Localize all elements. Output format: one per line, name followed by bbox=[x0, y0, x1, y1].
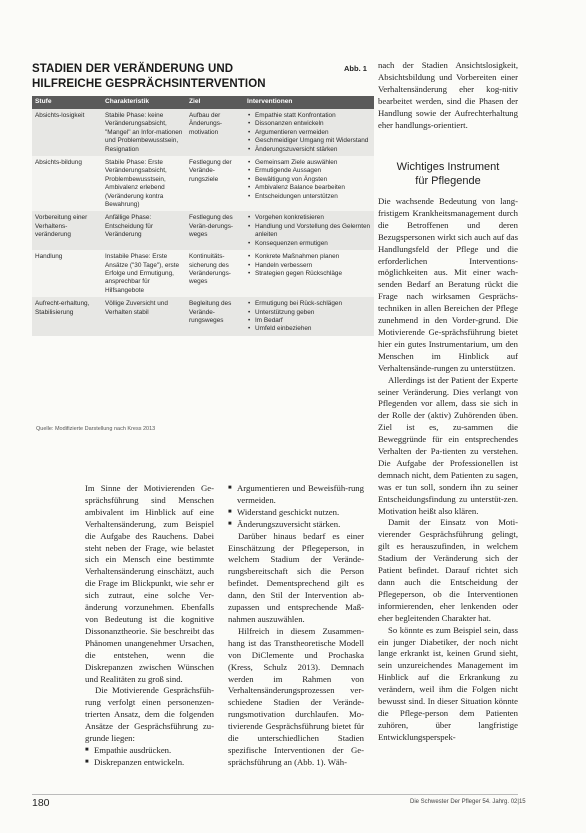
intervention-item: • Umfeld einbeziehen bbox=[247, 325, 371, 333]
table-row bbox=[32, 297, 374, 336]
list-item: ■ Änderungszuversicht stärken. bbox=[228, 519, 364, 531]
paragraph: nach der Stadien Ansichtslosigkeit, Absichtsbildung und Vorbereiten einer Verhaltensänderung eher kog-nitiv bearbeitet werden, sind die Phasen der Handlung sowie der Aufrechterhaltung eher handlungs-orientiert. bbox=[378, 60, 518, 130]
interventions-cell bbox=[244, 250, 374, 297]
list-item: ■ Widerstand geschickt nutzen. bbox=[228, 507, 364, 519]
right-column bbox=[378, 196, 518, 744]
goal-cell: Festlegung des Verän-derungs-weges bbox=[186, 211, 244, 250]
intervention-item: • Ermutigende Aussagen bbox=[247, 167, 371, 175]
interventions-list bbox=[247, 253, 371, 278]
goal-cell: Festlegung der Verände-rungsziele bbox=[186, 156, 244, 211]
intervention-item: • Konkrete Maßnahmen planen bbox=[247, 253, 371, 261]
intervention-item: • Gemeinsam Ziele auswählen bbox=[247, 159, 371, 167]
figure-label: Abb. 1 bbox=[344, 64, 367, 73]
intervention-item: • Empathie statt Konfrontation bbox=[247, 112, 371, 120]
stage-cell: Aufrecht-erhaltung, Stabilisierung bbox=[32, 297, 102, 336]
section-subheading bbox=[378, 160, 518, 188]
characteristic-cell: Anfällige Phase: Entscheidung für Veränderung bbox=[102, 211, 186, 250]
figure-title-line-2: HILFREICHE GESPRÄCHSINTERVENTION bbox=[32, 78, 266, 90]
header-goal: Ziel bbox=[186, 96, 244, 109]
interventions-list bbox=[247, 159, 371, 201]
paragraph: Damit der Einsatz von Moti-vierender Gesprächsführung gelingt, gilt es herauszufinden, in welchem Stadium der Veränderung sich der Patient befindet. Darauf richtet sich dann auch die Entscheidung der Pflegeperson, ob die Interventionen informierenden, eher lenkenden oder eher begleitenden Charakter hat. bbox=[378, 517, 518, 623]
bullet-list bbox=[228, 483, 364, 531]
paragraph: Darüber hinaus bedarf es einer Einschätzung der Pflegeperson, in welchem Stadium der Verände-rungsbereitschaft sich die Person befindet. Dementsprechend gilt es dann, den Stil der Intervention ab-zupassen und entsprechende Maß-nahmen auszuwählen. bbox=[228, 530, 364, 624]
goal-cell: Kontinuitäts-sicherung des Veränderungs-weges bbox=[186, 250, 244, 297]
figure-source: Quelle: Modifizierte Darstellung nach Kress 2013 bbox=[36, 426, 156, 432]
table-body bbox=[32, 109, 374, 336]
intervention-item: • Bewältigung von Ängsten bbox=[247, 176, 371, 184]
middle-column bbox=[228, 483, 364, 769]
paragraph: So könnte es zum Beispiel sein, dass ein junger Diabetiker, der noch nicht lange erkrankt ist, keinen Grund sieht, sein unzureichendes Management im Hinblick auf die Erkrankung zu verändern, weil ihm die Folgen nicht bewusst sind. In dieser Situation könnte die Pflege-person dem Patienten zuhören, über langfristige Entwicklungsperspek- bbox=[378, 624, 518, 742]
characteristic-cell: Völlige Zuversicht und Verhalten stabil bbox=[102, 297, 186, 336]
characteristic-cell: Stabile Phase: Erste Veränderungsabsicht, Problembewusstsein, Ambivalenz erlebend (Veränderung kontra Bewahrung) bbox=[102, 156, 186, 211]
stage-cell: Absichts-bildung bbox=[32, 156, 102, 211]
paragraph: Die wachsende Bedeutung von lang-fristigem Krankheitsmanagement durch die Betroffenen und deren Bezugspersonen wirkt sich auch auf das Handlungsfeld der Pflege und die erforderlichen Interventions-möglichkeiten aus. Mit einer wach-senden Bedarf an Beratung rückt die Frage nach wirksamen Gesprächs-techniken in allen Bereichen der Pflege zunehmend in den Vorder-grund. Die Motivierende Ge-sprächsführung bietet hier ein gutes Instrumentarium, um den Menschen im Hinblick auf Verhaltensände-rungen zu unterstützen. bbox=[378, 196, 518, 373]
intervention-item: • Vorgehen konkretisieren bbox=[247, 214, 371, 222]
table-row bbox=[32, 211, 374, 250]
interventions-list bbox=[247, 112, 371, 154]
characteristic-cell: Instabile Phase: Erste Ansätze ("30 Tage"), erste Erfolge und Ermutigung, ansprechbar für Hilfsangebote bbox=[102, 250, 186, 297]
interventions-list bbox=[247, 214, 371, 248]
interventions-cell bbox=[244, 109, 374, 156]
interventions-cell bbox=[244, 297, 374, 336]
interventions-list bbox=[247, 300, 371, 334]
interventions-cell bbox=[244, 211, 374, 250]
figure-title-line-1: STADIEN DER VERÄNDERUNG UND bbox=[32, 63, 234, 75]
stages-table bbox=[32, 96, 374, 336]
intervention-item: • Änderungszuversicht stärken bbox=[247, 146, 371, 154]
paragraph: Im Sinne der Motivierenden Ge-sprächsführung sind Menschen ambivalent im Hinblick auf eine Verhaltensänderung, zum Beispiel die Aufgabe des Rauchens. Dabei steht neben der Frage, wie belastet sich ein Mensch eine bestimmte Verhaltensänderung einschätzt, auch die Frage im Blickpunkt, wie sehr er sich zutraut, eine solche Ver-änderung vorzunehmen. Ebenfalls von Bedeutung ist die kognitive Dissonanztheorie. Sie beschreibt das Phänomen unangenehmer Ursachen, die entstehen, wenn die Diskrepanzen zwischen Wünschen und Realitäten zu groß sind. bbox=[85, 483, 214, 684]
table-row bbox=[32, 156, 374, 211]
goal-cell: Begleitung des Verände-rungsweges bbox=[186, 297, 244, 336]
interventions-cell bbox=[244, 156, 374, 211]
header-stage: Stufe bbox=[32, 96, 102, 109]
intervention-item: • Strategien gegen Rückschläge bbox=[247, 270, 371, 278]
intervention-item: • Dissonanzen entwickeln bbox=[247, 120, 371, 128]
right-column-intro bbox=[378, 60, 518, 131]
subheading-line-2: für Pflegende bbox=[415, 175, 481, 187]
header-characteristic: Charakteristik bbox=[102, 96, 186, 109]
intervention-item: • Im Bedarf bbox=[247, 317, 371, 325]
page-number: 180 bbox=[32, 797, 50, 809]
paragraph: Hilfreich in diesem Zusammen-hang ist das Transtheoretische Modell von DiClemente und Prochaska (Kress, Schulz 2013). Demnach werden im Rahmen von Verhaltensänderungsprozessen ver-schiedene Stadien der Verände-rungsmotivation durchlaufen. Mo-tivierende Gesprächsführung bietet für die unterschiedlichen Stadien spezifische Interventionen der Ge-sprächsführung an (Abb. 1). Wäh- bbox=[228, 625, 364, 767]
list-item: ■ Argumentieren und Beweisfüh-rung vermeiden. bbox=[228, 483, 364, 507]
stages-table-container bbox=[32, 96, 374, 437]
intervention-item: • Argumentieren vermeiden bbox=[247, 129, 371, 137]
intervention-item: • Handlung und Vorstellung des Gelernten anleiten bbox=[247, 223, 371, 240]
journal-footer: Die Schwester Der Pfleger 54. Jahrg. 02|15 bbox=[410, 799, 526, 805]
intervention-item: • Geschmeidiger Umgang mit Widerstand bbox=[247, 137, 371, 145]
characteristic-cell: Stabile Phase: keine Veränderungsabsicht, "Mangel" an Infor-mationen und Problembewusstsein, Resignation bbox=[102, 109, 186, 156]
stage-cell: Vorbereitung einer Verhaltens-veränderung bbox=[32, 211, 102, 250]
table-row bbox=[32, 109, 374, 156]
intervention-item: • Handeln verbessern bbox=[247, 262, 371, 270]
intervention-item: • Konsequenzen ermutigen bbox=[247, 240, 371, 248]
paragraph: Allerdings ist der Patient der Experte seiner Veränderung. Dies verlangt von Pflegenden vor allem, dass sie sich in der Rolle der (aktiv) Zuhörenden üben. Ziel ist es, zu-sammen die Beweggründe für ein entsprechendes Verhalten der Pa-tienten zu verstehen. Die Aufgabe der Professionellen ist demnach nicht, dem Patienten zu sagen, was er tun soll, sondern ihn zu seiner Entscheidungsfindung zu unterstüt-zen. Motivation heißt also klären. bbox=[378, 374, 518, 516]
table-row bbox=[32, 250, 374, 297]
subheading-line-1: Wichtiges Instrument bbox=[396, 161, 500, 173]
paragraph: Die Motivierende Gesprächsfüh-rung verfolgt einen personenzen-trierten Ansatz, dem die folgenden Ansätze der Gesprächsführung zu-grunde liegen: bbox=[85, 685, 214, 744]
stage-cell: Absichts-losigkeit bbox=[32, 109, 102, 156]
stage-cell: Handlung bbox=[32, 250, 102, 297]
intervention-item: • Ambivalenz Balance bearbeiten bbox=[247, 184, 371, 192]
intervention-item: • Entscheidungen unterstützen bbox=[247, 193, 371, 201]
bullet-list bbox=[85, 745, 214, 769]
table-header-row bbox=[32, 96, 374, 109]
list-item: ■ Empathie ausdrücken. bbox=[85, 745, 214, 757]
header-interventions: Interventionen bbox=[244, 96, 374, 109]
intervention-item: • Unterstützung geben bbox=[247, 309, 371, 317]
list-item: ■ Diskrepanzen entwickeln. bbox=[85, 757, 214, 769]
footer-divider bbox=[32, 794, 518, 795]
goal-cell: Aufbau der Änderungs-motivation bbox=[186, 109, 244, 156]
intervention-item: • Ermutigung bei Rück-schlägen bbox=[247, 300, 371, 308]
figure-title bbox=[32, 62, 332, 92]
left-column bbox=[85, 483, 214, 769]
